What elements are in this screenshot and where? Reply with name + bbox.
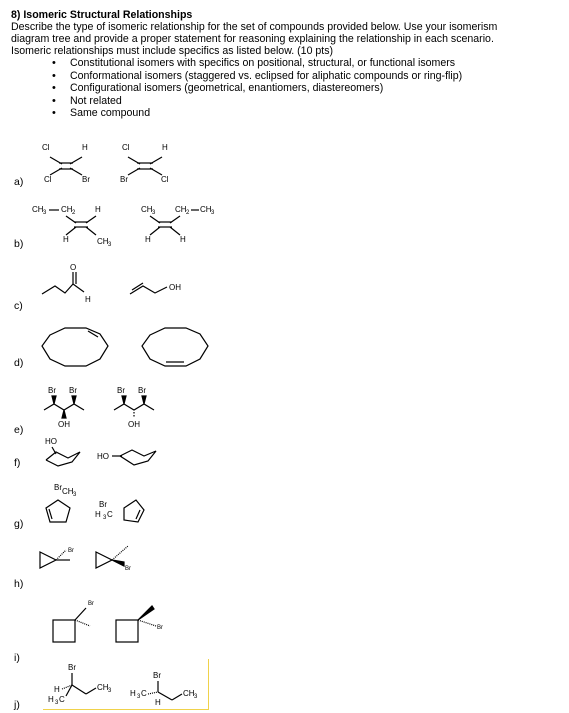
- atom-c: CH: [200, 205, 212, 214]
- atom-cl: Cl: [44, 175, 52, 184]
- structure-c-aldehyde: [42, 263, 91, 304]
- atom-br: Br: [99, 500, 107, 509]
- structure-d-right-ring: [142, 328, 208, 366]
- structure-j-left: [48, 663, 112, 706]
- atom-h: H: [145, 235, 151, 244]
- bullet-conformational: • Conformational isomers (staggered vs. eclipsed for aliphatic compounds or ring-flip): [46, 70, 462, 83]
- structure-f-left: [45, 437, 80, 466]
- atom-oh: OH: [58, 420, 70, 429]
- question-title: 8) Isomeric Structural Relationships: [11, 9, 193, 21]
- atom-h: H: [155, 698, 161, 707]
- subscript: 3: [108, 688, 112, 694]
- subscript: 3: [73, 492, 77, 498]
- atom-h: H: [82, 143, 88, 152]
- part-label-g: g): [14, 518, 24, 530]
- subscript: 2: [72, 210, 76, 216]
- atom-h: H: [162, 143, 168, 152]
- structure-b-left: [32, 205, 112, 248]
- part-label-j: j): [14, 699, 20, 711]
- atom-c: C: [141, 689, 147, 698]
- atom-h: H: [85, 295, 91, 304]
- atom-br: Br: [69, 386, 77, 395]
- structure-b-right: [141, 205, 215, 244]
- bullet-constitutional: • Constitutional isomers with specifics on positional, structural, or functional isomers: [46, 57, 462, 70]
- atom-br: Br: [120, 175, 128, 184]
- atom-c: H: [130, 689, 136, 698]
- atom-c: CH: [62, 487, 74, 496]
- subscript: 3: [194, 694, 198, 700]
- atom-h: H: [63, 235, 69, 244]
- atom-ho: HO: [45, 437, 57, 446]
- structure-g-right: [95, 500, 144, 522]
- part-label-a: a): [14, 176, 24, 188]
- structure-i-left: [53, 601, 94, 642]
- part-label-b: b): [14, 238, 24, 250]
- atom-br: Br: [157, 625, 163, 631]
- atom-c: H: [95, 510, 101, 519]
- subscript: 3: [43, 210, 47, 216]
- part-label-i: i): [14, 652, 20, 664]
- part-label-e: e): [14, 424, 24, 436]
- structure-e-left: [44, 386, 84, 429]
- atom-oh: OH: [128, 420, 140, 429]
- bullet-configurational: • Configurational isomers (geometrical, enantiomers, diastereomers): [46, 82, 462, 95]
- subscript: 2: [186, 210, 190, 216]
- atom-c: H: [48, 695, 54, 704]
- atom-br: Br: [125, 566, 131, 572]
- part-label-h: h): [14, 578, 24, 590]
- structure-h-right: [96, 546, 131, 572]
- atom-oh: OH: [169, 283, 181, 292]
- atom-c: C: [59, 695, 65, 704]
- atom-c: CH: [141, 205, 153, 214]
- bullet-not-related: • Not related: [46, 95, 462, 108]
- atom-c: CH: [97, 683, 109, 692]
- structure-a-left: [42, 143, 90, 184]
- instructions-line-2: diagram tree and provide a proper statement for reasoning explaining the relationship in each scenario.: [11, 33, 494, 45]
- atom-cl: Cl: [161, 175, 169, 184]
- instructions-line-3: Isomeric relationships must include specifics as listed below. (10 pts): [11, 45, 334, 57]
- atom-h: H: [180, 235, 186, 244]
- atom-br: Br: [138, 386, 146, 395]
- atom-br: Br: [54, 483, 62, 492]
- subscript: 3: [103, 515, 107, 521]
- structure-g-left: [46, 483, 77, 522]
- atom-br: Br: [68, 548, 74, 554]
- atom-br: Br: [117, 386, 125, 395]
- atom-h: H: [54, 685, 60, 694]
- atom-ho: HO: [97, 452, 109, 461]
- instructions-line-1: Describe the type of isomeric relationship for the set of compounds provided below. Use your isomerism: [11, 21, 498, 33]
- atom-c: CH: [61, 205, 73, 214]
- atom-br: Br: [48, 386, 56, 395]
- atom-c: CH: [183, 689, 195, 698]
- atom-c: C: [107, 510, 113, 519]
- structure-d-left-ring: [42, 328, 108, 366]
- atom-br: Br: [153, 671, 161, 680]
- part-label-f: f): [14, 457, 21, 469]
- atom-br: Br: [68, 663, 76, 672]
- structure-c-enol: [130, 283, 181, 294]
- subscript: 3: [55, 700, 59, 706]
- atom-o: O: [70, 263, 77, 272]
- structure-h-left: [40, 548, 74, 568]
- structure-j-right: [130, 671, 198, 707]
- atom-cl: Cl: [122, 143, 130, 152]
- structure-e-right: [114, 386, 154, 429]
- atom-cl: Cl: [42, 143, 50, 152]
- structure-i-right: [116, 606, 163, 642]
- atom-c: CH: [175, 205, 187, 214]
- subscript: 3: [108, 242, 112, 248]
- structure-a-right: [120, 143, 169, 184]
- subscript: 3: [152, 210, 156, 216]
- structure-f-right: [97, 450, 156, 465]
- part-label-d: d): [14, 357, 24, 369]
- atom-br: Br: [82, 175, 90, 184]
- atom-c: CH: [32, 205, 44, 214]
- subscript: 3: [137, 694, 141, 700]
- atom-c: CH: [97, 237, 109, 246]
- bullet-same-compound: • Same compound: [46, 107, 462, 120]
- atom-br: Br: [88, 601, 94, 607]
- part-label-c: c): [14, 300, 23, 312]
- atom-h: H: [95, 205, 101, 214]
- subscript: 3: [211, 210, 215, 216]
